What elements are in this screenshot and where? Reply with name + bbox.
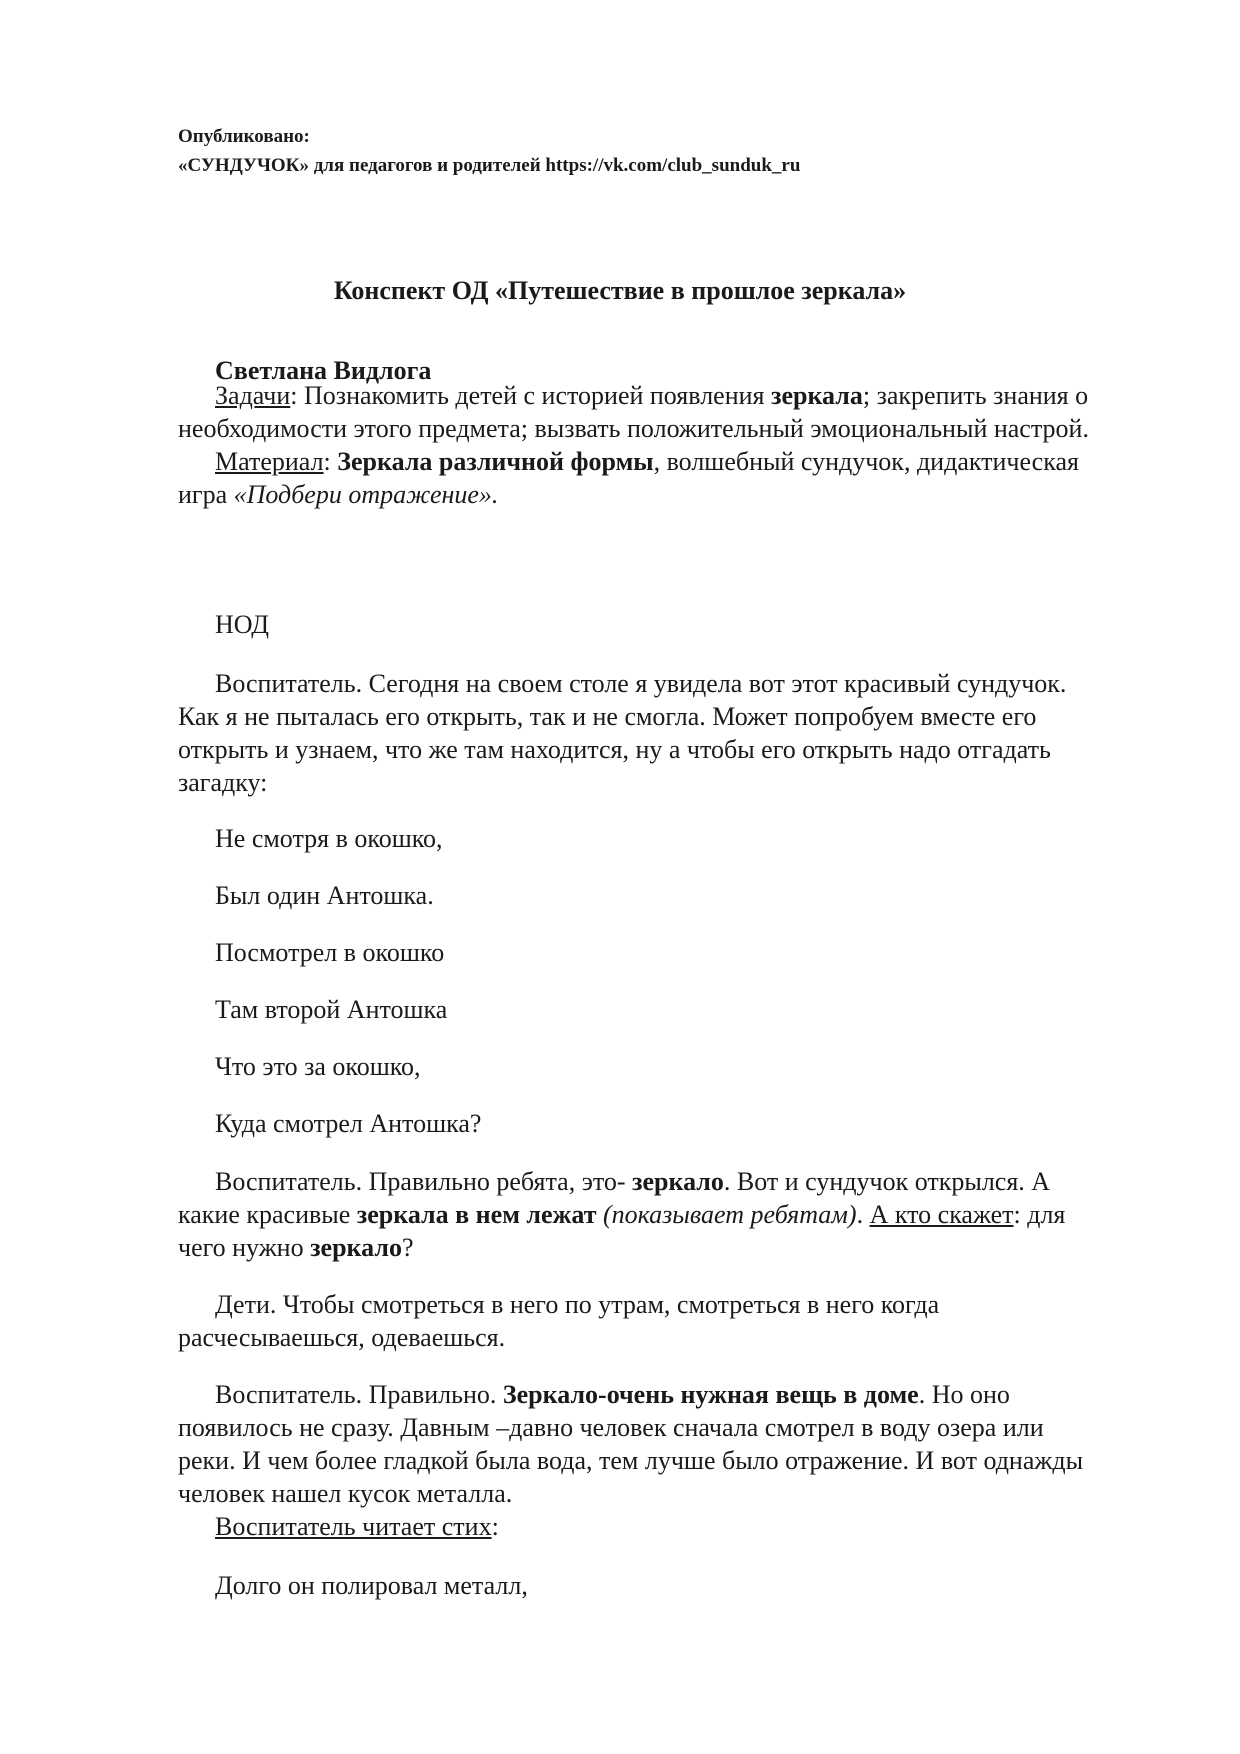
author-name: Светлана Видлога — [215, 356, 432, 385]
nod-heading-block — [178, 608, 1098, 641]
riddle-line: Посмотрел в окошко — [215, 938, 445, 967]
riddle-line: Не смотря в окошко, — [215, 824, 443, 853]
riddle-line: Куда смотрел Антошка? — [215, 1109, 482, 1138]
poem-line: Долго он полировал металл, — [215, 1571, 528, 1600]
mirror-answer-block — [178, 1165, 1098, 1264]
poem-intro: Воспитатель читает стих: — [215, 1512, 499, 1541]
published-source: «СУНДУЧОК» для педагогов и родителей https://vk.com/club_sunduk_ru — [178, 155, 801, 176]
mirror-answer-paragraph: Воспитатель. Правильно ребята, это- зеркало. Вот и сундучок открылся. А какие красивые зеркала в нем лежат (показывает ребятам). А кто скажет: для чего нужно зеркало? — [178, 1167, 1066, 1262]
nod-heading: НОД — [215, 610, 269, 639]
material-paragraph: Материал: Зеркала различной формы, волшебный сундучок, дидактическая игра «Подбери отражение». — [178, 447, 1079, 509]
history-paragraph: Воспитатель. Правильно. Зеркало-очень нужная вещь в доме. Но оно появилось не сразу. Давным –давно человек сначала смотрел в воду озера или реки. И чем более гладкой была вода, тем лучше было отражение. И вот однажды человек нашел кусок металла. — [178, 1380, 1084, 1508]
tasks-label: Задачи — [215, 381, 291, 410]
children-answer-block — [178, 1288, 1098, 1354]
riddle-line: Что это за окошко, — [215, 1052, 421, 1081]
history-block — [178, 1378, 1098, 1543]
teacher-intro-paragraph: Воспитатель. Сегодня на своем столе я увидела вот этот красивый сундучок. Как я не пыталась его открыть, так и не смогла. Может попробуем вместе его открыть и узнаем, что же там находится, ну а чтобы его открыть надо отгадать загадку: — [178, 669, 1067, 797]
document-title: Конспект ОД «Путешествие в прошлое зеркала» — [333, 276, 907, 305]
published-label: Опубликовано: — [178, 126, 310, 147]
riddle-line: Был один Антошка. — [215, 881, 434, 910]
publication-info — [178, 122, 800, 180]
teacher-intro-block — [178, 667, 1098, 799]
material-label: Материал — [215, 447, 324, 476]
tasks-paragraph: Задачи: Познакомить детей с историей появления зеркала; закрепить знания о необходимости этого предмета; вызвать положительный эмоциональный настрой. — [178, 381, 1089, 443]
tasks-materials-block — [178, 379, 1098, 511]
riddle-line: Там второй Антошка — [215, 995, 448, 1024]
children-answer-paragraph: Дети. Чтобы смотреться в него по утрам, смотреться в него когда расчесываешься, одеваешься. — [178, 1290, 940, 1352]
